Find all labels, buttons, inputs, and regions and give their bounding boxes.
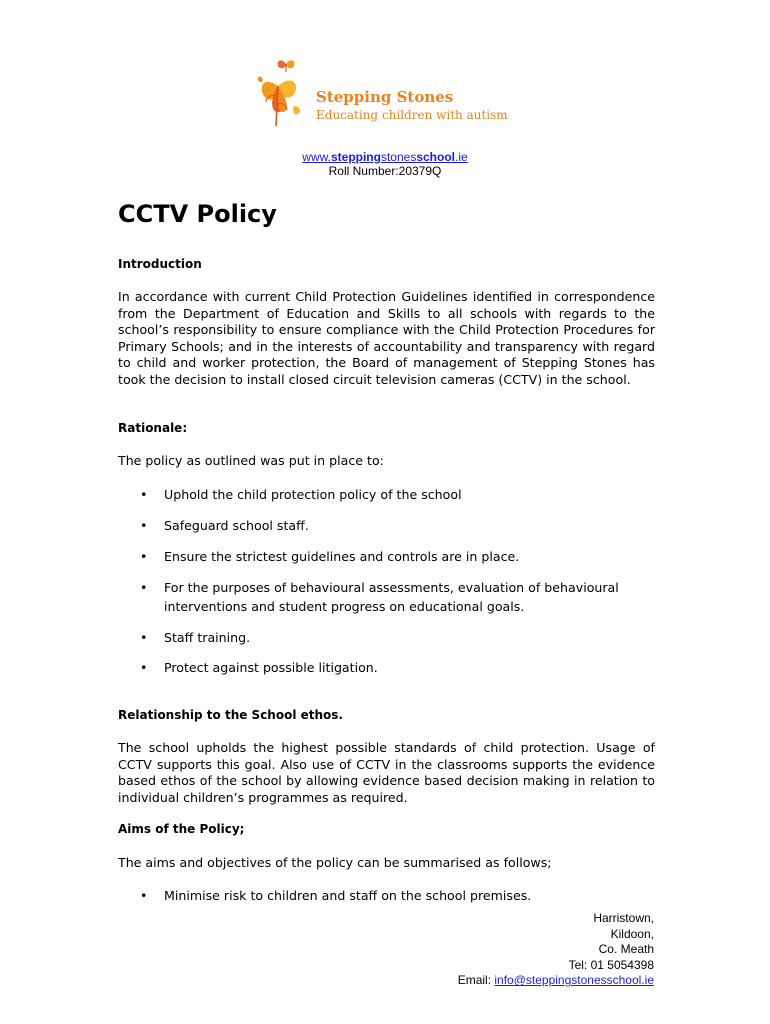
address-line: Harristown, xyxy=(593,911,654,925)
aims-heading: Aims of the Policy; xyxy=(118,822,245,836)
website-line xyxy=(0,150,770,165)
butterfly-leaf-icon xyxy=(256,56,318,130)
logo-name: Stepping Stones xyxy=(316,88,454,106)
list-item-text: Protect against possible litigation. xyxy=(164,660,378,675)
ethos-heading: Relationship to the School ethos. xyxy=(118,708,343,722)
page-title: CCTV Policy xyxy=(118,200,277,228)
list-item-text: Staff training. xyxy=(164,630,251,645)
email-label: Email: xyxy=(457,973,495,988)
bullet-icon: • xyxy=(140,487,148,502)
bullet-icon: • xyxy=(140,549,148,564)
bullet-icon: • xyxy=(140,660,148,675)
website-part-stones: stones xyxy=(380,150,417,164)
roll-number: Roll Number:20379Q xyxy=(328,164,442,178)
address-line: Kildoon, xyxy=(610,926,654,941)
bullet-icon: • xyxy=(140,888,148,903)
list-item-text: Safeguard school staff. xyxy=(164,518,309,533)
school-logo xyxy=(256,56,506,130)
ethos-text: The school upholds the highest possible standards of child protection. Usage of CCTV supports this goal. Also use of CCTV in the classrooms supports the evidence based ethos of the school by allowing evidence based decision making in relation to individual children’s programmes as required. xyxy=(118,740,655,805)
rationale-heading: Rationale: xyxy=(118,421,188,435)
list-item-text: For the purposes of behavioural assessments, evaluation of behavioural interventions and student progress on educational goals. xyxy=(164,580,619,614)
telephone: Tel: 01 5054398 xyxy=(568,957,654,972)
list-item-text: Minimise risk to children and staff on the school premises. xyxy=(164,888,532,903)
bullet-icon: • xyxy=(140,518,148,533)
website-prefix: www. xyxy=(302,150,331,164)
list-item-text: Uphold the child protection policy of the school xyxy=(164,487,462,502)
bullet-icon: • xyxy=(140,580,148,595)
address-line: Co. Meath xyxy=(598,942,654,957)
email-line xyxy=(394,973,654,989)
logo-tagline: Educating children with autism xyxy=(316,108,508,122)
list-item-text: Ensure the strictest guidelines and controls are in place. xyxy=(164,549,520,564)
aims-intro: The aims and objectives of the policy can be summarised as follows; xyxy=(118,855,552,870)
school-address xyxy=(394,911,654,989)
website-link[interactable] xyxy=(302,150,467,164)
rationale-intro: The policy as outlined was put in place to: xyxy=(118,453,384,468)
website-suffix: .ie xyxy=(455,150,468,164)
website-part-stepping: stepping xyxy=(330,150,381,164)
bullet-icon: • xyxy=(140,630,148,645)
website-part-school: school xyxy=(416,150,455,164)
introduction-heading: Introduction xyxy=(118,257,202,271)
email-link[interactable]: info@steppingstonesschool.ie xyxy=(494,973,654,988)
introduction-text: In accordance with current Child Protection Guidelines identified in correspondence from the Department of Education and Skills to all schools with regards to the school’s responsibility to ensure compliance with the Child Protection Procedures for Primary Schools; and in the interests of accountability and transparency with regard to child and worker protection, the Board of management of Stepping Stones has took the decision to install closed circuit television cameras (CCTV) in the school. xyxy=(118,289,655,387)
